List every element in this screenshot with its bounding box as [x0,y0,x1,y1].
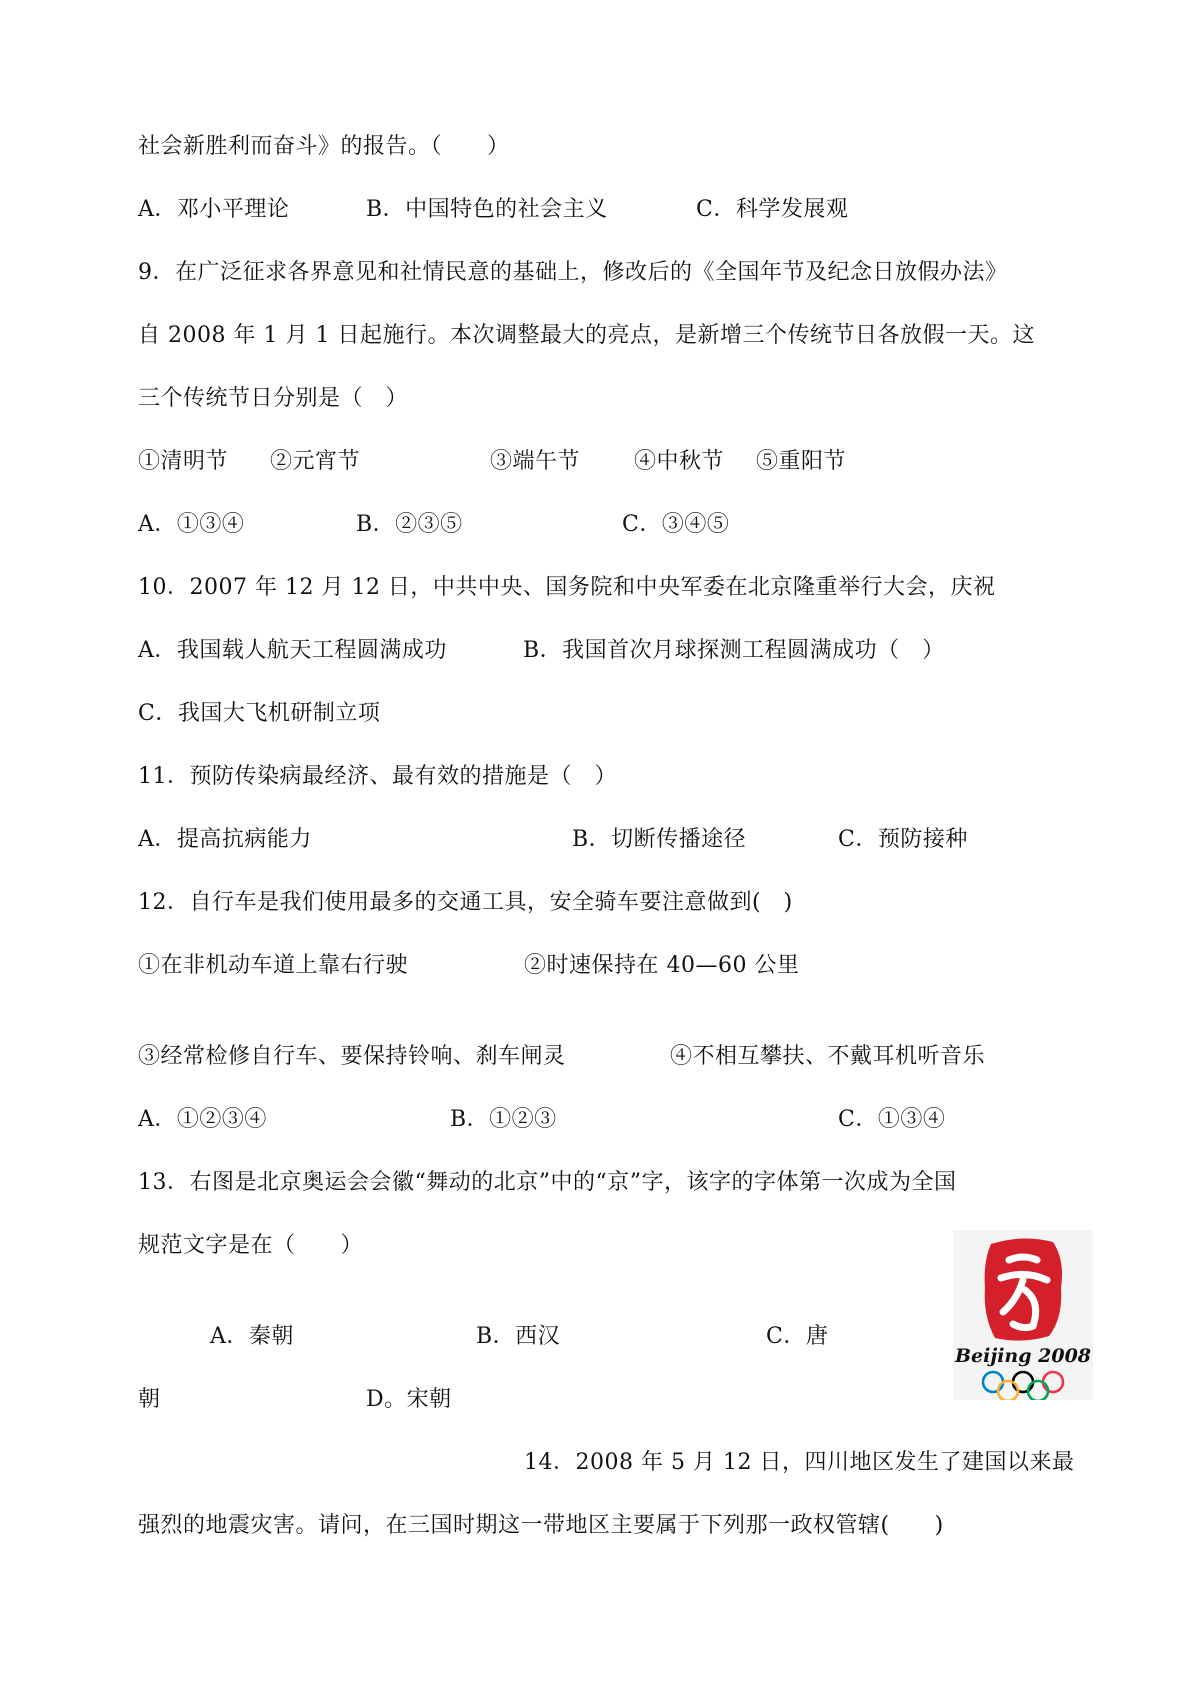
olympic-ring-blue [983,1372,1003,1392]
q8-continuation: 社会新胜利而奋斗》的报告。（ ） [138,134,510,159]
q12-item-4: ④不相互攀扶、不戴耳机听音乐 [670,1044,986,1069]
q12-option-b: B．①②③ [450,1107,557,1132]
q8-option-c: C．科学发展观 [696,197,849,222]
q12-option-c: C．①③④ [838,1107,946,1132]
q9-option-c: C．③④⑤ [622,512,730,537]
emblem-svg [953,1230,1093,1400]
q10-option-c: C．我国大飞机研制立项 [138,701,381,726]
q8-option-b: B．中国特色的社会主义 [366,197,608,222]
q9-item-1: ①清明节 [138,449,229,474]
q9-item-5: ⑤重阳节 [756,449,847,474]
q10-option-b: B．我国首次月球探测工程圆满成功（ ） [523,638,945,663]
q13-option-d: D。宋朝 [366,1387,452,1412]
q11-option-b: B．切断传播途径 [572,827,747,852]
q13-stem-line-2: 规范文字是在（ ） [138,1233,364,1258]
q13-stem-line-1: 13．右图是北京奥运会会徽“舞动的北京”中的“京”字，该字的字体第一次成为全国 [138,1170,957,1195]
olympic-ring-green [1028,1381,1048,1400]
q12-item-3: ③经常检修自行车、要保持铃响、刹车闸灵 [138,1044,566,1069]
q13-option-c-continued: 朝 [138,1387,161,1412]
q9-item-4: ④中秋节 [634,449,725,474]
q9-option-a: A．①③④ [138,512,245,537]
q9-stem-line-3: 三个传统节日分别是（ ） [138,386,409,411]
q11-stem: 11．预防传染病最经济、最有效的措施是（ ） [138,764,617,789]
q12-option-a: A．①②③④ [138,1107,267,1132]
q8-option-a: A．邓小平理论 [138,197,290,222]
olympic-ring-red [1043,1372,1063,1392]
q13-option-a: A．秦朝 [210,1324,294,1349]
q10-stem: 10．2007 年 12 月 12 日，中共中央、国务院和中央军委在北京隆重举行大会，庆祝 [138,575,996,600]
q12-item-1: ①在非机动车道上靠右行驶 [138,953,409,978]
q12-item-2: ②时速保持在 40—60 公里 [524,953,800,978]
q10-option-a: A．我国载人航天工程圆满成功 [138,638,447,663]
q9-item-2: ②元宵节 [270,449,361,474]
beijing-2008-emblem-image [953,1230,1093,1400]
q14-stem-line-2: 强烈的地震灾害。请问，在三国时期这一带地区主要属于下列那一政权管辖( ) [138,1513,944,1538]
q12-stem: 12．自行车是我们使用最多的交通工具，安全骑车要注意做到( ) [138,890,793,915]
q11-option-a: A．提高抗病能力 [138,827,312,852]
q9-stem-line-2: 自 2008 年 1 月 1 日起施行。本次调整最大的亮点，是新增三个传统节日各放假一天。这 [138,323,1035,348]
q9-option-b: B．②③⑤ [356,512,463,537]
q11-option-c: C．预防接种 [838,827,968,852]
olympic-ring-black [1013,1372,1033,1392]
q13-option-c: C．唐 [766,1324,829,1349]
emblem-figure-head [1009,1257,1037,1260]
q9-item-3: ③端午节 [490,449,581,474]
q13-option-b: B．西汉 [476,1324,561,1349]
q14-stem-line-1: 14．2008 年 5 月 12 日，四川地区发生了建国以来最 [524,1450,1075,1475]
emblem-text: Beijing 2008 [954,1345,1092,1367]
q9-stem-line-1: 9．在广泛征求各界意见和社情民意的基础上，修改后的《全国年节及纪念日放假办法》 [138,260,1008,285]
olympic-ring-yellow [998,1381,1018,1400]
